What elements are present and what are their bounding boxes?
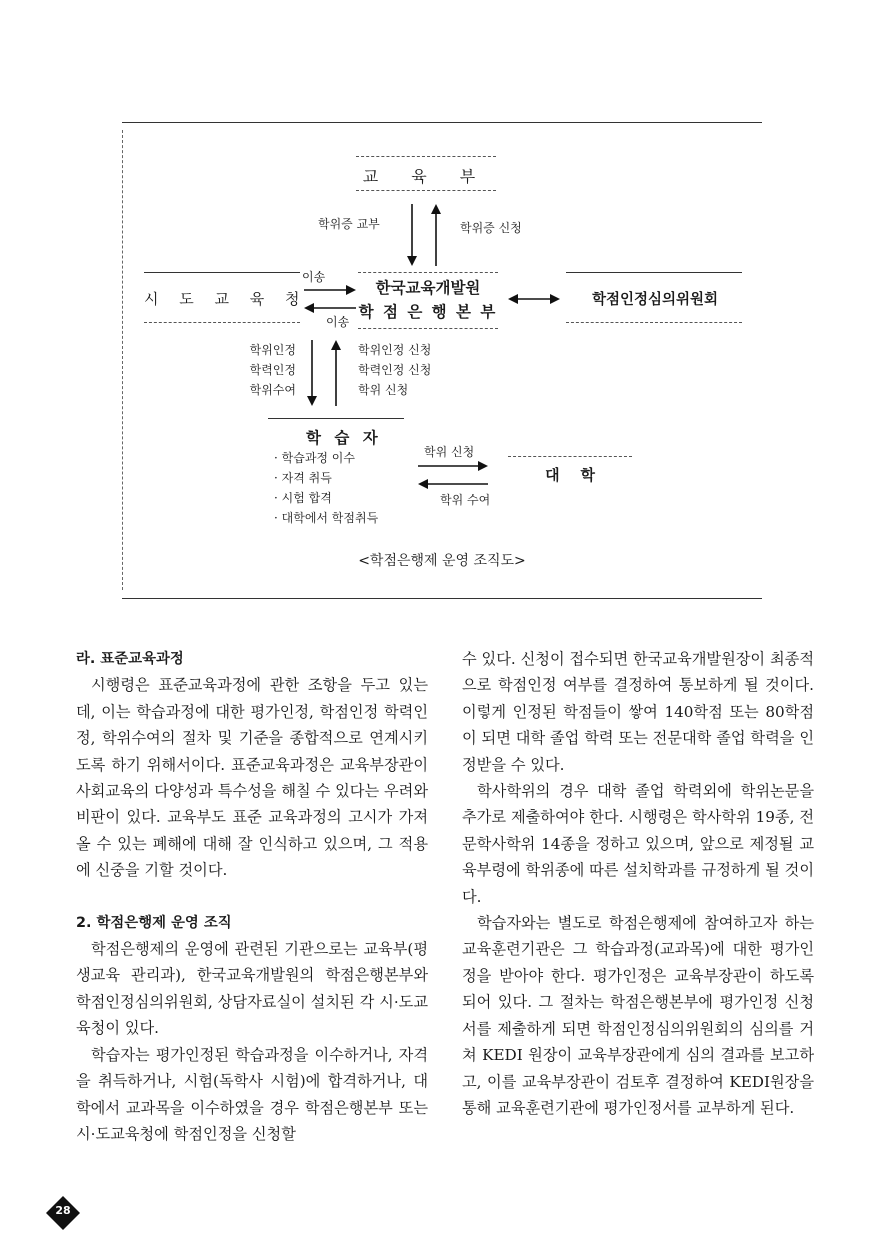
left-labels xyxy=(232,340,296,400)
province-bottom-rule xyxy=(144,322,300,323)
university-node: 대 학 xyxy=(545,466,595,484)
learner-item-license: · 자격 취득 xyxy=(274,471,332,485)
province-node: 시 도 교 육 청 xyxy=(144,290,308,308)
transfer-arrows xyxy=(302,282,358,318)
label-degree-recognition: 학위인정 xyxy=(249,343,296,357)
learner-university-arrows xyxy=(416,460,490,490)
frame-bottom-line xyxy=(122,598,762,599)
spacer xyxy=(76,884,428,910)
left-column xyxy=(76,646,428,1147)
ministry-kedi-arrows xyxy=(400,200,450,270)
paragraph-learner-application: 학습자는 평가인정된 학습과정을 이수하거나, 자격을 취득하거나, 시험(독학사 시험)에 합격하거나, 대학에서 교과목을 이수하였을 경우 학점은행본부 또는 시·도교육청에 학점인정을 신청할 xyxy=(76,1045,428,1143)
page-number-badge xyxy=(46,1196,80,1230)
label-degree-request-university: 학위 신청 xyxy=(424,445,475,459)
label-education-recognition: 학력인정 xyxy=(249,363,296,377)
committee-bottom-rule xyxy=(566,322,742,323)
diagram-caption: <학점은행제 운영 조직도> xyxy=(358,553,526,569)
committee-node: 학점인정심의위원회 xyxy=(591,291,719,308)
label-degree-recognition-request: 학위인정 신청 xyxy=(358,343,432,357)
ministry-top-rule xyxy=(356,156,496,157)
page-number: 28 xyxy=(55,1204,71,1217)
right-labels xyxy=(358,340,431,400)
frame-left-line xyxy=(122,130,123,590)
section-heading-operating-organization: 2. 학점은행제 운영 조직 xyxy=(76,914,232,931)
committee-top-rule xyxy=(566,272,742,273)
label-transfer-top: 이송 xyxy=(302,270,326,284)
kedi-learner-arrows xyxy=(302,336,352,412)
paragraph-training-institutions: 학습자와는 별도로 학점은행제에 참여하고자 하는 교육훈련기관은 그 학습과정(교과목)에 대한 평가인정을 받아야 한다. 평가인정은 교육부장관이 하도록 되어 있다. 그 절차는 학점은행본부에 평가인정 신청서를 제출하게 되면 학점인정심의위원회의 심의를 거쳐 KEDI 원장이 교육부장관에게 심의 결과를 보고하고, 이를 교육부장관이 검토후 결정하여 KEDI원장을 통해 교육훈련기관에 평가인정서를 교부하게 된다. xyxy=(462,914,814,1117)
paragraph-related-institutions: 학점은행제의 운영에 관련된 기관으로는 교육부(평생교육 관리과), 한국교육개발원의 학점은행본부와 학점인정심의위원회, 상담자료실이 설치된 각 시·도교육청이 있다. xyxy=(76,940,428,1038)
kedi-unit: 학 점 은 행 본 부 xyxy=(358,302,498,321)
right-column xyxy=(462,646,814,1121)
learner-item-course: · 학습과정 이수 xyxy=(274,451,355,465)
kedi-committee-arrow xyxy=(508,292,560,306)
paragraph-standard-curriculum: 시행령은 표준교육과정에 관한 조항을 두고 있는데, 이는 학습과정에 대한 평가인정, 학점인정 학력인정, 학위수여의 절차 및 기준을 종합적으로 연계시키도록 하기 위해서이다. 표준교육과정은 교육부장관이 사회교육의 다양성과 특수성을 해칠 수 있다는 우려와 비판이 있다. 교육부도 표준 교육과정의 고시가 가져올 수 있는 폐해에 대해 잘 인식하고 있으며, 그 적용에 신중을 기할 것이다. xyxy=(76,676,428,880)
paragraph-bachelor-degree: 학사학위의 경우 대학 졸업 학력외에 학위논문을 추가로 제출하여야 한다. 시행령은 학사학위 19종, 전문학사학위 14종을 정하고 있으며, 앞으로 제정될 교육부령에 학위종에 따른 설치학과를 규정하게 될 것이다. xyxy=(462,782,814,906)
label-degree-award: 학위 수여 xyxy=(440,493,491,507)
label-degree-application: 학위 신청 xyxy=(358,383,409,397)
learner-items xyxy=(274,448,378,528)
ministry-bottom-rule xyxy=(356,190,496,191)
paragraph-credit-recognition: 수 있다. 신청이 접수되면 한국교육개발원장이 최종적으로 학점인정 여부를 결정하여 통보하게 될 것이다. 이렇게 인정된 학점들이 쌓여 140학점 또는 80학점이 되면 대학 졸업 학력 또는 전문대학 졸업 학력을 인정받을 수 있다. xyxy=(462,650,814,774)
org-chart xyxy=(122,122,762,598)
label-transfer-bottom: 이송 xyxy=(326,315,350,329)
learner-title: 학 습 자 xyxy=(306,428,382,447)
learner-top-rule xyxy=(268,418,404,419)
province-top-rule xyxy=(144,272,300,273)
learner-item-university: · 대학에서 학점취득 xyxy=(274,511,379,525)
label-education-recognition-request: 학력인정 신청 xyxy=(358,363,432,377)
label-degree-issue: 학위증 교부 xyxy=(318,217,380,231)
ministry-node: 교 육 부 xyxy=(362,167,490,186)
label-degree-request: 학위증 신청 xyxy=(460,221,522,235)
kedi-node xyxy=(358,276,498,324)
kedi-top-rule xyxy=(358,272,498,273)
frame-top-line xyxy=(122,122,762,123)
kedi-bottom-rule xyxy=(358,328,498,329)
section-heading-standard-curriculum: 라. 표준교육과정 xyxy=(76,651,184,667)
kedi-name: 한국교육개발원 xyxy=(375,278,481,297)
university-top-rule xyxy=(508,456,632,457)
learner-item-exam: · 시험 합격 xyxy=(274,491,332,505)
label-degree-conferral: 학위수여 xyxy=(249,383,296,397)
